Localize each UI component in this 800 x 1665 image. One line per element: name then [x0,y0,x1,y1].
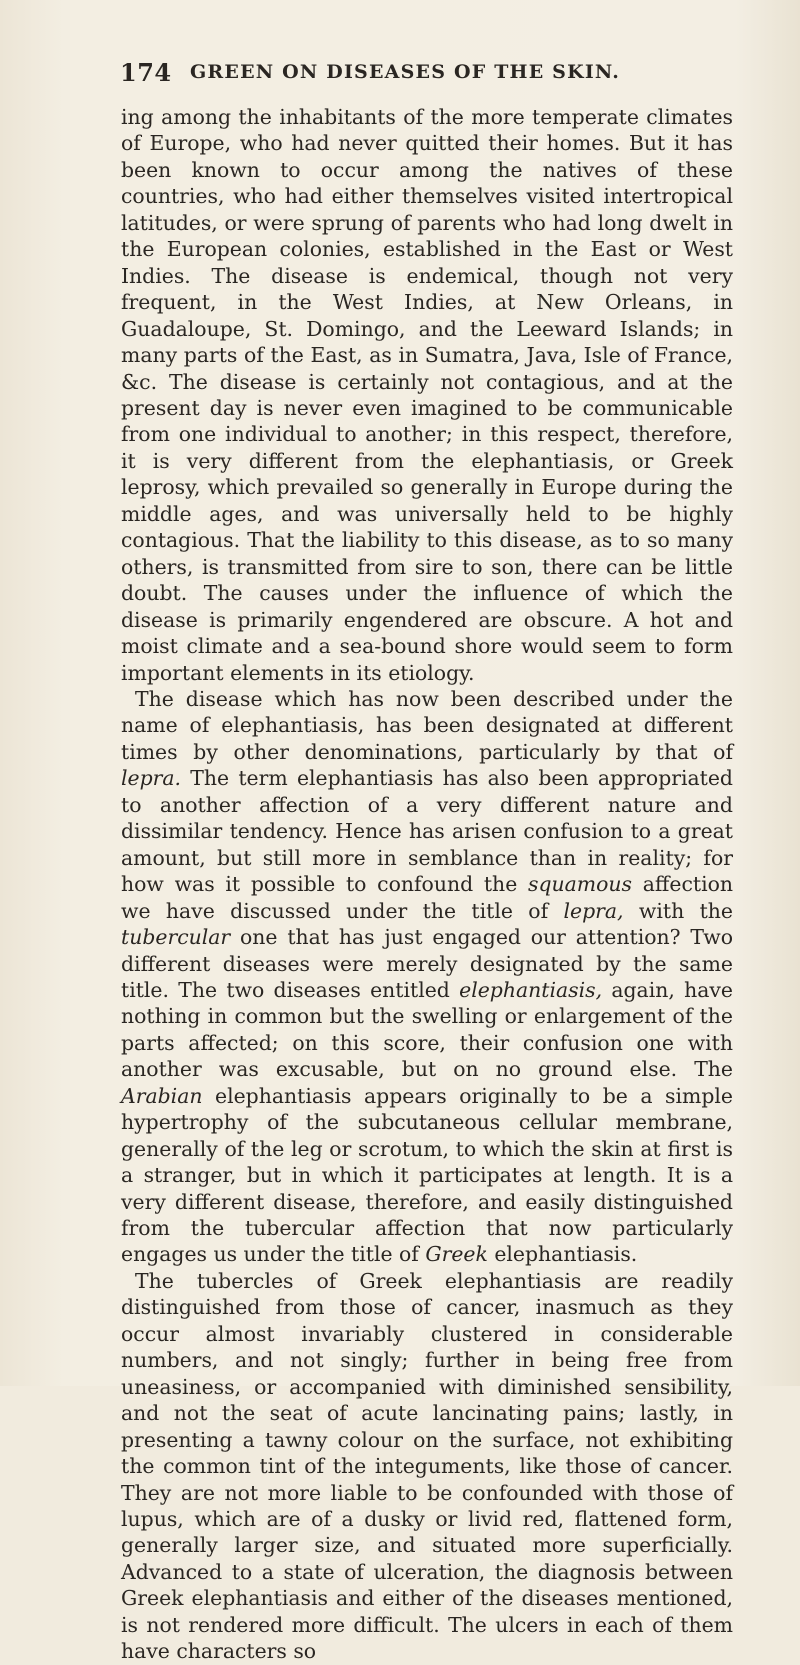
text-run: again, have nothing in common but the swelling or enlargement of the parts affected; on this score, their confusion one with another was excusable, but on no ground else. The [121,977,734,1082]
italic-term: lepra, [563,898,624,923]
paragraph-2 [121,686,733,1268]
text-run: The term elephantiasis has also been appropriated to another affection of a very different nature and dissimilar tendency. Hence has arisen confusion to a great amount, but still more in semblance than in reality; for how was it possible to confound the [121,766,733,897]
body-text [121,104,733,1665]
italic-term: Greek [425,1242,488,1267]
text-run: affection we have discussed under the title of [121,872,733,923]
text-run: The tubercles of Greek elephantiasis are readily distinguished from those of cancer, inasmuch as they occur almost invariably clustered in considerable numbers, and not singly; further in being free from uneasiness, or accompanied with diminished sensibility, and not the seat of acute lancinating pains; lastly, in presenting a tawny colour on the surface, not exhibiting the common tint of the integuments, like those of cancer. They are not more liable to be confounded with those of lupus, which are of a dusky or livid red, flattened form, generally larger size, and situated more superficially. Advanced to a state of ulceration, the diagnosis between Greek elephantiasis and either of the diseases mentioned, is not rendered more difficult. The ulcers in each of them have characters so [121,1268,733,1664]
text-run: The disease which has now been described under the name of elephantiasis, has been designated at different times by other denominations, particularly by that of [121,686,733,764]
italic-term: Arabian [121,1083,203,1108]
running-title: GREEN ON DISEASES OF THE SKIN. [190,61,621,83]
italic-term: elephantiasis, [459,977,603,1002]
italic-term: lepra. [121,766,182,791]
text-run: one that has just engaged our attention? Two different diseases were merely designated by the same title. The two diseases entitled [121,925,733,1002]
page-header [120,58,730,92]
italic-term: tubercular [121,925,231,950]
page-number: 174 [120,58,172,87]
paragraph-3 [121,1268,733,1665]
text-run: ing among the inhabitants of the more temperate climates of Europe, who had never quitted their homes. But it has been known to occur among the natives of these countries, who had either themselves visited intertropical latitudes, or were sprung of parents who had long dwelt in the European colonies, established in the East or West Indies. The disease is endemical, though not very frequent, in the West Indies, at New Orleans, in Guadaloupe, St. Domingo, and the Leeward Islands; in many parts of the East, as in Sumatra, Java, Isle of France, &c. The disease is certainly not contagious, and at the present day is never even imagined to be communicable from one individual to another; in this respect, therefore, it is very different from the elephantiasis, or Greek leprosy, which prevailed so generally in Europe during the middle ages, and was universally held to be highly contagious. That the liability to this disease, as to so many others, is transmitted from sire to son, there can be little doubt. The causes under the influence of which the disease is primarily engendered are obscure. A hot and moist climate and a sea-bound shore would seem to form important elements in its etiology. [121,105,733,685]
text-run: with the [623,898,733,923]
italic-term: squamous [528,872,633,897]
text-run: elephantiasis appears originally to be a simple hypertrophy of the subcutaneous cellular membrane, generally of the leg or scrotum, to which the skin at first is a stranger, but in which it participates at length. It is a very different disease, therefore, and easily distinguished from the tubercular affection that now particularly engages us under the title of [121,1083,733,1267]
text-run: elephantiasis. [487,1242,638,1267]
paragraph-1 [121,104,733,686]
